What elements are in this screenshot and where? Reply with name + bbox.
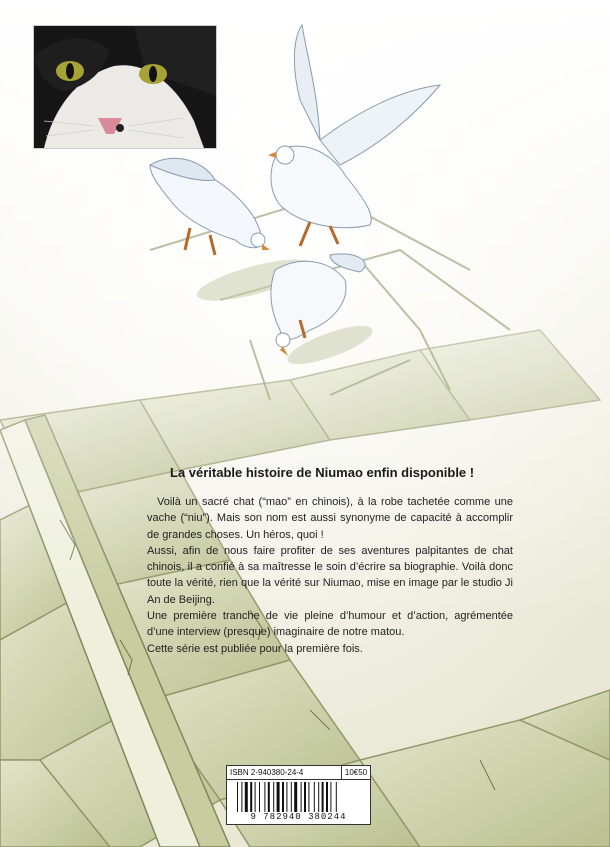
barcode-stripe — [326, 782, 328, 812]
barcode-stripe — [255, 782, 256, 812]
barcode-stripe — [259, 782, 260, 812]
blurb — [147, 494, 513, 657]
barcode-stripe — [308, 782, 309, 812]
cat-photo — [33, 25, 217, 149]
barcode-stripe — [330, 782, 331, 812]
isbn-row — [227, 766, 370, 780]
barcode-stripe — [282, 782, 284, 812]
barcode-stripe — [273, 782, 274, 812]
barcode-stripe — [318, 782, 319, 812]
barcode-stripe — [245, 782, 248, 812]
barcode-stripe — [322, 782, 324, 812]
headline: La véritable histoire de Niumao enfin disponible ! — [170, 465, 475, 480]
blurb-paragraph: Une première tranche de vie pleine d’humour et d’action, agrémentée d’une interview (presque) imaginaire de notre matou. — [147, 610, 513, 639]
cat-face-image — [34, 26, 216, 148]
barcode-stripe — [336, 782, 337, 812]
barcode-stripe — [241, 782, 242, 812]
barcode-bars — [237, 782, 360, 812]
barcode-box — [226, 765, 371, 825]
barcode-stripe — [264, 782, 265, 812]
barcode-stripe — [286, 782, 287, 812]
barcode-stripe — [237, 782, 238, 812]
blurb-paragraph: Cette série est publiée pour la première fois. — [147, 642, 363, 655]
barcode-stripe — [314, 782, 315, 812]
blurb-paragraph: Aussi, afin de nous faire profiter de ses aventures palpitantes de chat chinois, il a confié à sa maîtresse le soin d’écrire sa biographie. Voilà donc toute la vérité, rien que la vérité sur Niumao, mise en image par le studio Ji An de Beijing. — [147, 544, 513, 606]
blurb-paragraph: Voilà un sacré chat (“mao” en chinois), à la robe tachetée comme une vache (“niu”). Mais son nom est aussi synonyme de capacité à accomplir de grandes choses. Un héros, quoi ! — [147, 496, 513, 541]
barcode-stripe — [301, 782, 302, 812]
barcode-stripe — [294, 782, 297, 812]
barcode-stripe — [291, 782, 292, 812]
barcode-stripe — [250, 782, 252, 812]
barcode-stripe — [268, 782, 270, 812]
barcode-stripe — [304, 782, 306, 812]
ean-number: 9 782940 380244 — [250, 812, 347, 822]
barcode-stripe — [277, 782, 280, 812]
price-tag: 10€50 — [344, 768, 368, 777]
isbn-number: ISBN 2-940380-24-4 — [227, 766, 342, 779]
